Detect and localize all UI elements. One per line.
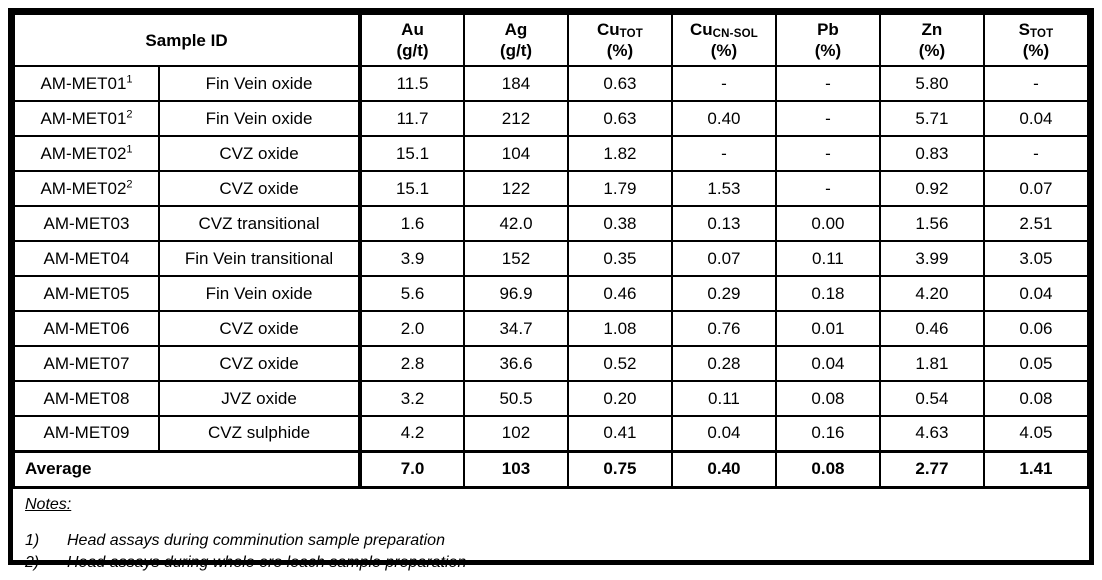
value-cell: 0.01 — [776, 311, 880, 346]
average-value-cell: 0.40 — [672, 451, 776, 486]
value-cell: 4.2 — [360, 416, 464, 451]
value-cell: 1.79 — [568, 171, 672, 206]
value-cell: 0.00 — [776, 206, 880, 241]
note-text: Head assays during comminution sample preparation — [67, 532, 445, 549]
value-cell: 0.04 — [984, 101, 1088, 136]
value-cell: 1.81 — [880, 346, 984, 381]
notes-title: Notes: — [25, 496, 72, 513]
value-cell: 5.71 — [880, 101, 984, 136]
value-cell: - — [776, 66, 880, 101]
zone-cell: Fin Vein oxide — [159, 101, 360, 136]
value-cell: 4.20 — [880, 276, 984, 311]
average-value-cell: 0.75 — [568, 451, 672, 486]
average-label: Average — [14, 451, 360, 486]
value-cell: 0.11 — [776, 241, 880, 276]
table-row — [14, 381, 1088, 416]
zone-cell: CVZ oxide — [159, 346, 360, 381]
average-value-cell: 7.0 — [360, 451, 464, 486]
head-assays-table — [13, 13, 1089, 486]
col-header-ag: Ag (g/t) — [464, 14, 568, 66]
value-cell: 0.76 — [672, 311, 776, 346]
value-cell: 212 — [464, 101, 568, 136]
footnote-ref: 2 — [126, 107, 133, 120]
value-cell: 0.18 — [776, 276, 880, 311]
value-cell: - — [984, 66, 1088, 101]
value-cell: 5.80 — [880, 66, 984, 101]
average-value-cell: 0.08 — [776, 451, 880, 486]
value-cell: 1.53 — [672, 171, 776, 206]
sample-id-cell: $AM-MET02^2$ — [14, 171, 159, 206]
average-value-cell: 1.41 — [984, 451, 1088, 486]
value-cell: 0.92 — [880, 171, 984, 206]
notes-section — [13, 486, 1089, 580]
note-text: Head assays during whole ore leach sample preparation — [67, 554, 467, 571]
value-cell: 0.08 — [984, 381, 1088, 416]
value-cell: 0.63 — [568, 66, 672, 101]
average-row — [14, 451, 1088, 486]
col-header-sample-id: Sample ID — [14, 14, 360, 66]
value-cell: 2.8 — [360, 346, 464, 381]
value-cell: 0.07 — [984, 171, 1088, 206]
value-cell: 0.04 — [776, 346, 880, 381]
note-number: 1) — [25, 532, 40, 549]
zone-cell: CVZ transitional — [159, 206, 360, 241]
sample-id-cell: AM-MET08 — [14, 381, 159, 416]
zone-cell: CVZ oxide — [159, 311, 360, 346]
zone-cell: CVZ oxide — [159, 171, 360, 206]
value-cell: 1.82 — [568, 136, 672, 171]
value-cell: 152 — [464, 241, 568, 276]
sample-id-cell: AM-MET05 — [14, 276, 159, 311]
value-cell: 11.5 — [360, 66, 464, 101]
col-header-au: Au (g/t) — [360, 14, 464, 66]
value-cell: 0.40 — [672, 101, 776, 136]
col-header-s-tot: $S_{TOT}$ (%) — [984, 14, 1088, 66]
value-cell: 5.6 — [360, 276, 464, 311]
table-row — [14, 276, 1088, 311]
value-cell: 0.52 — [568, 346, 672, 381]
table-row — [14, 171, 1088, 206]
table-row — [14, 206, 1088, 241]
value-cell: 3.9 — [360, 241, 464, 276]
value-cell: 50.5 — [464, 381, 568, 416]
value-cell: - — [984, 136, 1088, 171]
col-header-cu-cn-sol: $Cu_{CN-SOL}$ (%) — [672, 14, 776, 66]
value-cell: 0.29 — [672, 276, 776, 311]
value-cell: 0.83 — [880, 136, 984, 171]
note-item — [25, 552, 1077, 574]
value-cell: 0.63 — [568, 101, 672, 136]
value-cell: 1.08 — [568, 311, 672, 346]
value-cell: 0.46 — [880, 311, 984, 346]
value-cell: 0.28 — [672, 346, 776, 381]
value-cell: 102 — [464, 416, 568, 451]
table-row — [14, 311, 1088, 346]
footnote-ref: 1 — [126, 142, 133, 155]
sample-id-cell: $AM-MET01^1$ — [14, 66, 159, 101]
sample-id-cell: AM-MET03 — [14, 206, 159, 241]
value-cell: 1.56 — [880, 206, 984, 241]
footnote-ref: 1 — [126, 72, 133, 85]
table-frame — [8, 8, 1094, 571]
value-cell: 4.05 — [984, 416, 1088, 451]
value-cell: - — [672, 66, 776, 101]
value-cell: - — [672, 136, 776, 171]
value-cell: 0.16 — [776, 416, 880, 451]
value-cell: 11.7 — [360, 101, 464, 136]
value-cell: 0.06 — [984, 311, 1088, 346]
zone-cell: Fin Vein transitional — [159, 241, 360, 276]
footnote-ref: 2 — [126, 177, 133, 190]
value-cell: 0.04 — [672, 416, 776, 451]
value-cell: 2.0 — [360, 311, 464, 346]
value-cell: 1.6 — [360, 206, 464, 241]
sample-id-cell: AM-MET04 — [14, 241, 159, 276]
value-cell: 0.05 — [984, 346, 1088, 381]
note-item — [25, 530, 1077, 552]
value-cell: 0.20 — [568, 381, 672, 416]
value-cell: 42.0 — [464, 206, 568, 241]
zone-cell: CVZ oxide — [159, 136, 360, 171]
value-cell: 0.38 — [568, 206, 672, 241]
table-row — [14, 136, 1088, 171]
value-cell: 3.2 — [360, 381, 464, 416]
value-cell: 15.1 — [360, 171, 464, 206]
value-cell: 122 — [464, 171, 568, 206]
average-value-cell: 103 — [464, 451, 568, 486]
value-cell: 0.54 — [880, 381, 984, 416]
sample-id-cell: AM-MET07 — [14, 346, 159, 381]
value-cell: 184 — [464, 66, 568, 101]
zone-cell: Fin Vein oxide — [159, 276, 360, 311]
table-row — [14, 101, 1088, 136]
col-header-zn: Zn (%) — [880, 14, 984, 66]
table-row — [14, 416, 1088, 451]
table-row — [14, 241, 1088, 276]
value-cell: 0.13 — [672, 206, 776, 241]
sample-id-cell: $AM-MET01^2$ — [14, 101, 159, 136]
value-cell: - — [776, 171, 880, 206]
value-cell: 0.08 — [776, 381, 880, 416]
value-cell: - — [776, 101, 880, 136]
value-cell: 0.41 — [568, 416, 672, 451]
table-row — [14, 66, 1088, 101]
value-cell: 0.04 — [984, 276, 1088, 311]
sample-id-cell: $AM-MET02^1$ — [14, 136, 159, 171]
header-row — [14, 14, 1088, 66]
value-cell: 3.99 — [880, 241, 984, 276]
col-header-pb: Pb (%) — [776, 14, 880, 66]
value-cell: 0.46 — [568, 276, 672, 311]
value-cell: 96.9 — [464, 276, 568, 311]
value-cell: 3.05 — [984, 241, 1088, 276]
value-cell: 36.6 — [464, 346, 568, 381]
note-number: 2) — [25, 554, 40, 571]
zone-cell: Fin Vein oxide — [159, 66, 360, 101]
average-value-cell: 2.77 — [880, 451, 984, 486]
col-header-cu-tot: $Cu_{TOT}$ (%) — [568, 14, 672, 66]
value-cell: 0.07 — [672, 241, 776, 276]
value-cell: - — [776, 136, 880, 171]
value-cell: 34.7 — [464, 311, 568, 346]
value-cell: 15.1 — [360, 136, 464, 171]
sample-id-cell: AM-MET09 — [14, 416, 159, 451]
sample-id-cell: AM-MET06 — [14, 311, 159, 346]
value-cell: 4.63 — [880, 416, 984, 451]
zone-cell: CVZ sulphide — [159, 416, 360, 451]
value-cell: 104 — [464, 136, 568, 171]
value-cell: 0.35 — [568, 241, 672, 276]
table-row — [14, 346, 1088, 381]
value-cell: 2.51 — [984, 206, 1088, 241]
zone-cell: JVZ oxide — [159, 381, 360, 416]
value-cell: 0.11 — [672, 381, 776, 416]
